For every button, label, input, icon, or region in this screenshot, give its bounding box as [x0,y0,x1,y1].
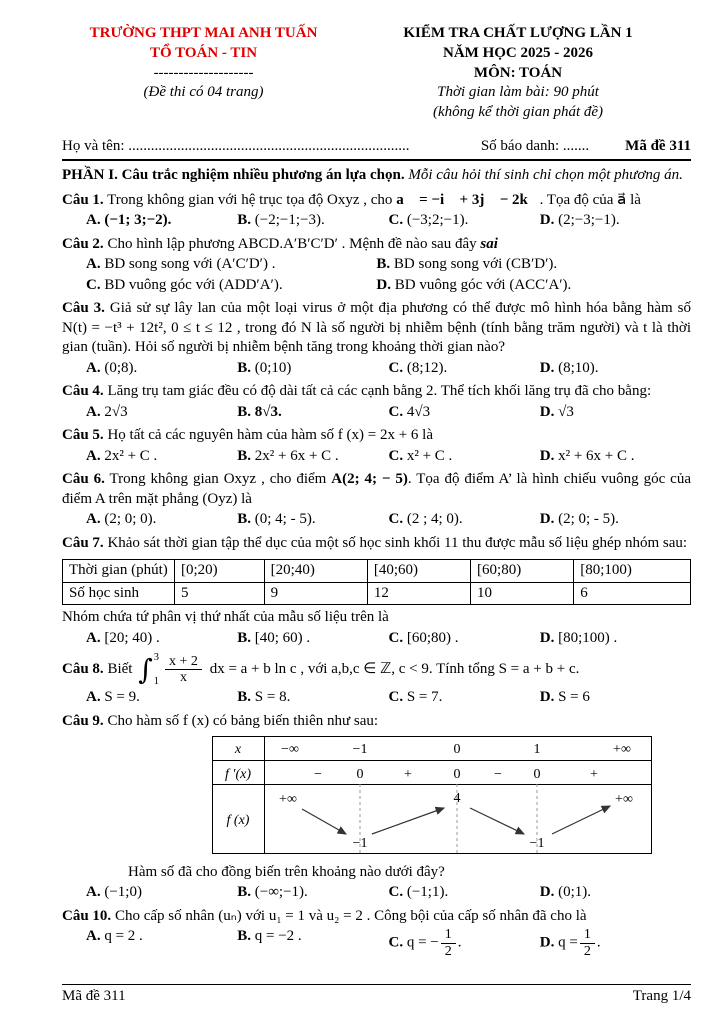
option-c [389,688,540,708]
fraction-numerator: 1 [580,927,595,943]
option-b [237,403,388,423]
question-7 [62,534,691,649]
option-key: D. [539,212,555,229]
option-text: (2; 0; 0). [104,511,157,528]
bbt-x-label: x [234,742,242,758]
department-name: TỔ TOÁN - TIN [149,44,258,61]
option-c [389,211,540,231]
question-text: Họ tất cả các nguyên hàm của hàm số f (x) = 2x + 6 là [107,427,433,444]
integral-expression [138,652,204,687]
option-key: A. [86,403,101,420]
option-key: D. [539,629,555,646]
exam-header [62,24,691,123]
question-text: . Tọa độ điểm A’ là hình chiếu vuông góc của điểm A trên mặt phẳng (Oyz) là [62,471,691,507]
option-a [86,629,237,649]
option-text: [40; 60) . [254,629,311,646]
fraction-numerator: 1 [441,927,456,943]
option-key: B. [237,212,252,229]
exam-title-block [345,24,691,123]
bbt-x-value: +∞ [613,742,631,758]
question-label: Câu 10. [62,907,112,924]
footer-divider-rule [62,984,691,985]
option-key: A. [86,884,101,901]
option-text: q = − [406,934,439,951]
name-field-label: Họ và tên: ........................................................................... [62,137,410,154]
option-d [376,276,666,296]
option-text: 2x² + C . [104,447,158,464]
option-b [376,255,666,275]
pages-note: (Đề thi có 04 trang) [143,84,264,101]
question-2-options-row-1 [62,255,691,275]
bbt-sign: 0 [356,767,364,783]
option-d [540,359,691,379]
fraction-denominator: 2 [444,943,452,959]
option-key: C. [388,403,404,420]
option-key: A. [86,447,101,464]
option-text: (0;10) [254,359,292,376]
option-text: (−1; 3;−2). [104,212,172,229]
bbt-x-value: −∞ [281,742,299,758]
footer-exam-code: Mã đề 311 [62,987,126,1004]
option-d [540,403,691,423]
question-2 [62,235,691,296]
bbt-f-value: +∞ [279,792,297,808]
table-cell: [20;40) [264,560,367,583]
question-4-body [62,382,691,402]
option-a [86,403,237,423]
option-b [237,629,388,649]
question-10 [62,907,691,959]
bbt-x-value: −1 [352,742,368,758]
option-key: C. [388,884,404,901]
variation-table [212,736,691,861]
bbt-f-value: −1 [529,836,545,852]
question-text: với a,b,c ∈ ℤ, c < 9. Tính tổng S = a + b + c. [307,661,580,678]
question-text: Cho hàm số f (x) có bảng biến thiên như sau: [107,712,379,729]
option-a [86,927,237,959]
option-key: D. [539,689,555,706]
question-6 [62,470,691,530]
question-2-options-row-2 [62,276,691,296]
table-cell: Thời gian (phút) [63,560,175,583]
bbt-f-value: 4 [453,791,461,807]
option-d [540,447,691,467]
variation-table-svg [212,736,652,854]
option-c [389,510,540,530]
option-key: D. [539,447,555,464]
table-cell: [40;60) [367,560,470,583]
option-c [389,629,540,649]
integral-sign: ∫ [138,652,153,686]
question-text: Trong không gian Oxyz , cho điểm [109,471,327,488]
question-9-body [62,712,691,732]
question-4 [62,382,691,422]
question-text: . Tọa độ của a⃗ là [539,191,641,208]
exam-code-badge: Mã đề 311 [625,137,691,154]
fraction [441,927,456,959]
question-1 [62,191,691,231]
option-text: S = 6 [558,689,590,706]
option-text: BD vuông góc với (ACC′A′). [394,276,572,293]
option-key: B. [237,928,252,945]
question-text: Cho cấp số nhân (uₙ) với u₁ = 1 và u₂ = 2 . Công bội của cấp số nhân đã cho là [114,907,587,924]
option-a [86,510,237,530]
option-a [86,255,376,275]
option-text: (−1;1). [406,884,449,901]
divider-dashes: -------------------- [153,64,254,81]
question-7-followup [62,608,691,628]
table-cell: [80;100) [574,560,691,583]
question-text: Giả sử sự lây lan của một loại virus ở một địa phương có thể được mô hình hóa bằng hàm số N(t) = −t³ + 12t², 0 ≤ t ≤ 12 , trong đó N là số người bị nhiễm bệnh (tính bằng trăm người) và t là thời gian (tuần). Hỏi số người bị nhiễm bệnh tăng trong khoảng thời gian nào? [62,300,692,356]
option-text: (0;1). [558,884,592,901]
question-1-options [62,211,691,231]
option-d [540,927,691,959]
question-4-options [62,403,691,423]
option-key: B. [237,511,252,528]
table-cell: 12 [367,582,470,605]
option-key: C. [388,934,404,951]
option-text: q = [558,934,578,951]
option-text: S = 8. [254,689,291,706]
question-label: Câu 2. [62,235,104,252]
option-key: D. [539,934,555,951]
question-9-followup [128,863,691,883]
option-d [540,629,691,649]
option-c [389,359,540,379]
question-8-body [62,652,691,687]
option-text: S = 9. [104,689,140,706]
fraction [580,927,595,959]
option-key: C. [388,511,404,528]
question-10-body [62,907,691,927]
option-text: 8√3. [254,403,282,420]
option-text: BD song song với (CB′D′). [393,256,558,273]
question-10-options [62,927,691,959]
fraction-denominator: 2 [583,943,591,959]
option-text: (−∞;−1). [254,884,308,901]
option-key: D. [539,511,555,528]
bbt-sign: − [494,767,502,783]
bbt-sign: + [404,767,412,783]
option-c [389,927,540,959]
option-text: . [457,934,462,951]
question-1-body [62,191,691,211]
option-b [237,510,388,530]
question-text: Hàm số đã cho đồng biến trên khoảng nào dưới đây? [128,863,445,880]
question-8 [62,652,691,708]
fraction-denominator: x [179,670,187,686]
question-label: Câu 5. [62,427,104,444]
bbt-x-value: 1 [533,742,541,758]
option-text: (8;12). [406,359,448,376]
duration-note: (không kể thời gian phát đề) [432,104,604,121]
option-text: . [596,934,601,951]
option-key: C. [86,276,101,293]
option-a [86,688,237,708]
question-5 [62,426,691,466]
option-text: [20; 40) . [104,629,160,646]
question-3-options [62,359,691,379]
option-text: BD song song với (A′C′D′) . [104,256,276,273]
option-text: S = 7. [406,689,443,706]
header-divider-rule [62,159,691,161]
option-key: B. [237,884,252,901]
table-cell: 10 [471,582,574,605]
option-key: A. [86,359,101,376]
option-a [86,359,237,379]
option-d [540,211,691,231]
option-c [86,276,376,296]
candidate-number-label: Số báo danh: ....... [480,137,590,154]
vector-formula: a⃗ = −i⃗ + 3j⃗ − 2k⃗ [396,191,540,208]
option-key: A. [86,629,101,646]
option-b [237,447,388,467]
option-b [237,883,388,903]
question-6-options [62,510,691,530]
option-key: B. [237,689,252,706]
subject: MÔN: TOÁN [473,64,563,81]
option-b [237,359,388,379]
question-2-body [62,235,691,255]
question-label: Câu 7. [62,534,104,551]
bbt-f-value: −1 [352,836,368,852]
option-text: (2; 0; - 5). [558,511,619,528]
option-d [540,883,691,903]
option-b [237,688,388,708]
bbt-f-value: +∞ [615,792,633,808]
question-text: dx = a + b ln c , [209,661,305,678]
option-c [389,883,540,903]
bbt-sign: 0 [533,767,541,783]
option-a [86,447,237,467]
critical-point-guides [360,784,537,853]
option-key: C. [388,447,404,464]
section-1-heading [62,166,691,186]
option-text: 2√3 [104,403,128,420]
school-name: TRƯỜNG THPT MAI ANH TUẤN [89,25,318,41]
question-text: Biết [107,661,133,678]
option-key: B. [237,629,252,646]
option-text: 2x² + 6x + C . [254,447,339,464]
question-9 [62,712,691,903]
fraction [165,654,202,686]
option-key: C. [388,359,404,376]
option-a [86,211,237,231]
question-3 [62,299,691,378]
option-key: A. [86,212,101,229]
option-key: D. [539,359,555,376]
question-label: Câu 3. [62,300,105,317]
duration: Thời gian làm bài: 90 phút [437,84,599,101]
question-7-options [62,629,691,649]
question-label: Câu 9. [62,712,104,729]
question-label: Câu 8. [62,661,104,678]
option-key: B. [237,403,252,420]
section-note: Mỗi câu hỏi thí sinh chỉ chọn một phương án. [408,167,683,184]
table-cell: [0;20) [175,560,265,583]
question-5-options [62,447,691,467]
table-data-row [63,582,691,605]
frequency-table [62,559,691,605]
option-key: A. [86,256,101,273]
table-header-row [63,560,691,583]
page-footer [62,984,691,1007]
question-8-options [62,688,691,708]
bbt-sign: − [314,767,322,783]
option-c [389,447,540,467]
question-5-body [62,426,691,446]
table-cell: 6 [574,582,691,605]
option-key: B. [237,447,252,464]
question-3-body [62,299,691,358]
bbt-sign: 0 [453,767,461,783]
question-text: Cho hình lập phương ABCD.A′B′C′D′ . Mệnh đề nào sau đây [107,235,477,252]
question-9-options [62,883,691,903]
option-text: (8;10). [558,359,599,376]
option-key: D. [376,276,391,293]
option-text: (−1;0) [104,884,142,901]
option-text: 4√3 [406,403,431,420]
option-text: (2;−3;−1). [558,212,620,229]
question-7-body [62,534,691,554]
fraction-numerator: x + 2 [165,654,202,670]
bbt-arrows [302,806,610,834]
option-d [540,510,691,530]
option-text: (2 ; 4; 0). [406,511,463,528]
question-text: Nhóm chứa tứ phân vị thứ nhất của mẫu số liệu trên là [62,609,389,626]
option-text: (−3;2;−1). [406,212,469,229]
option-text: BD vuông góc với (ADD′A′). [104,276,283,293]
option-b [237,927,388,959]
option-key: A. [86,689,101,706]
option-key: D. [539,403,555,420]
exam-title: KIỂM TRA CHẤT LƯỢNG LẦN 1 [403,25,633,41]
option-b [237,211,388,231]
option-d [540,688,691,708]
option-text: q = −2 . [254,928,302,945]
option-key: D. [539,884,555,901]
integral-lower-bound: 1 [153,675,160,687]
point-coordinates: A(2; 4; − 5) [331,471,408,488]
question-text: Trong không gian với hệ trục tọa độ Oxyz , cho [107,191,393,208]
question-6-body [62,470,691,509]
question-text: Lăng trụ tam giác đều có độ dài tất cả các cạnh bằng 2. Thể tích khối lăng trụ đã cho bằng: [107,383,652,400]
option-key: B. [376,256,391,273]
emphasized-word: sai [480,235,498,252]
option-text: [60;80) . [406,629,459,646]
option-text: q = 2 . [104,928,143,945]
option-a [86,883,237,903]
bbt-x-value: 0 [453,742,461,758]
option-key: C. [388,212,404,229]
option-text: (−2;−1;−3). [254,212,325,229]
school-block [62,24,345,123]
integral-bounds [154,653,159,687]
option-text: [80;100) . [558,629,618,646]
school-year: NĂM HỌC 2025 - 2026 [443,44,594,61]
option-text: √3 [558,403,574,420]
footer-row [62,987,691,1007]
option-c [389,403,540,423]
question-label: Câu 6. [62,471,105,488]
bbt-f-label: f (x) [226,813,250,829]
option-key: C. [388,689,404,706]
option-text: (0;8). [104,359,138,376]
section-title: PHẦN I. Câu trắc nghiệm nhiều phương án lựa chọn. [62,167,405,184]
bbt-sign: + [590,767,598,783]
table-cell: Số học sinh [63,582,175,605]
integral-upper-bound: 3 [153,652,160,664]
option-text: (0; 4; - 5). [254,511,316,528]
option-text: x² + 6x + C . [558,447,635,464]
option-key: A. [86,511,101,528]
table-cell: 5 [175,582,265,605]
option-key: A. [86,928,101,945]
option-key: C. [388,629,404,646]
question-label: Câu 4. [62,383,104,400]
bbt-fprime-label: f ′(x) [225,767,251,783]
candidate-info-line [62,137,691,157]
table-cell: [60;80) [471,560,574,583]
option-key: B. [237,359,252,376]
footer-page-number: Trang 1/4 [632,987,691,1004]
question-text: Khảo sát thời gian tập thể dục của một số học sinh khối 11 thu được mẫu số liệu ghép nhóm sau: [107,534,688,551]
option-text: x² + C . [406,447,453,464]
question-label: Câu 1. [62,191,104,208]
table-cell: 9 [264,582,367,605]
